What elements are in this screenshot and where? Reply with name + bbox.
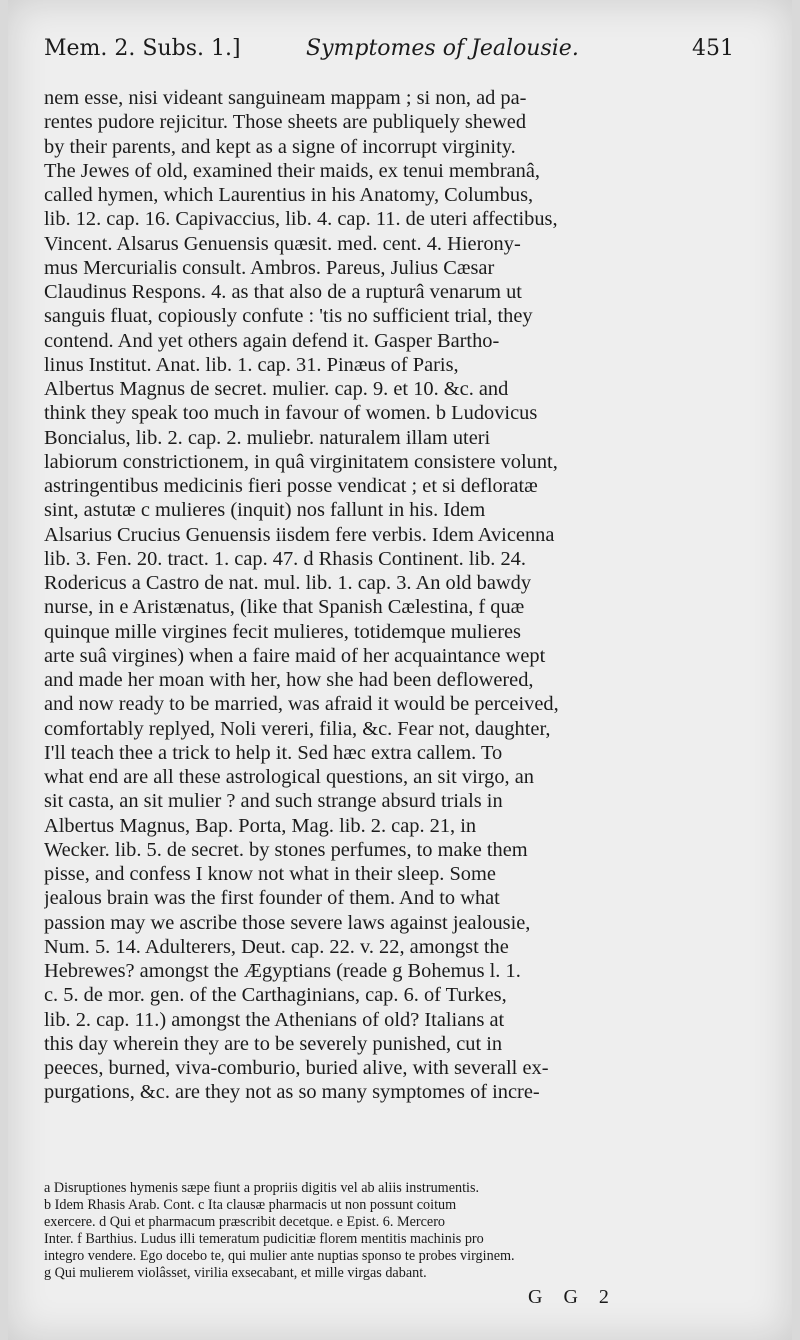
text-line: pisse, and confess I know not what in their sleep. Some <box>44 863 496 885</box>
text-line: Vincent. Alsarus Genuensis quæsit. med. cent. 4. Hierony- <box>44 232 521 255</box>
footnote-line: exercere. d Qui et pharmacum præscribit decetque. e Epist. 6. Mercero <box>44 1214 446 1231</box>
text-line: The Jewes of old, examined their maids, ex tenui membranâ, <box>44 159 541 182</box>
running-header <box>44 36 734 66</box>
text-line: called hymen, which Laurentius in his Anatomy, Columbus, <box>44 184 534 206</box>
text-line: passion may we ascribe those severe laws against jealousie, <box>44 911 531 934</box>
text-line: quinque mille virgines fecit mulieres, totidemque mulieres <box>44 620 521 643</box>
text-line: sint, astutæ c mulieres (inquit) nos fallunt in his. Idem <box>44 499 486 522</box>
text-line: and now ready to be married, was afraid it would be perceived, <box>44 693 559 716</box>
page-number: 451 <box>692 36 734 61</box>
footnotes <box>44 1180 734 1283</box>
running-title: Symptomes of Jealousie. <box>306 36 579 61</box>
text-line: jealous brain was the first founder of them. And to what <box>44 887 500 910</box>
text-line: labiorum constrictionem, in quâ virginitatem consistere volunt, <box>44 450 558 473</box>
text-line: Wecker. lib. 5. de secret. by stones perfumes, to make them <box>44 838 528 861</box>
text-line: peeces, burned, viva-comburio, buried alive, with severall ex- <box>44 1057 549 1079</box>
text-line: nem esse, nisi videant sanguineam mappam ; si non, ad pa- <box>44 87 527 109</box>
text-line: think they speak too much in favour of women. b Ludovicus <box>44 402 538 425</box>
footnote-line: a Disruptiones hymenis sæpe fiunt a propriis digitis vel ab aliis instrumentis. <box>44 1180 480 1196</box>
text-line: and made her moan with her, how she had been deflowered, <box>44 669 534 691</box>
text-line: Albertus Magnus de secret. mulier. cap. 9. et 10. &c. and <box>44 378 509 400</box>
text-line: Num. 5. 14. Adulterers, Deut. cap. 22. v. 22, amongst the <box>44 935 509 958</box>
text-line: this day wherein they are to be severely punished, cut in <box>44 1032 503 1055</box>
signature-mark: G G 2 <box>528 1286 617 1308</box>
text-line: what end are all these astrological questions, an sit virgo, an <box>44 766 535 788</box>
text-line: Rodericus a Castro de nat. mul. lib. 1. cap. 3. An old bawdy <box>44 572 532 594</box>
text-line: sanguis fluat, copiously confute : 'tis no sufficient trial, they <box>44 305 533 328</box>
text-line: lib. 2. cap. 11.) amongst the Athenians of old? Italians at <box>44 1008 505 1031</box>
text-line: Boncialus, lib. 2. cap. 2. muliebr. naturalem illam uteri <box>44 426 491 449</box>
book-page <box>8 0 792 1340</box>
text-line: lib. 12. cap. 16. Capivaccius, lib. 4. cap. 11. de uteri affectibus, <box>44 208 558 231</box>
text-line: by their parents, and kept as a signe of incorrupt virginity. <box>44 135 516 158</box>
main-text <box>44 86 734 1105</box>
footnote-line: integro vendere. Ego docebo te, qui mulier ante nuptias sponso te probes virginem. <box>44 1248 515 1265</box>
text-line: Albertus Magnus, Bap. Porta, Mag. lib. 2. cap. 21, in <box>44 814 477 837</box>
footnote-line: Inter. f Barthius. Ludus illi temeratum pudicitiæ florem mentitis machinis pro <box>44 1231 484 1248</box>
text-line: Alsarius Crucius Genuensis iisdem fere verbis. Idem Avicenna <box>44 523 555 546</box>
text-line: rentes pudore rejicitur. Those sheets are publiquely shewed <box>44 111 527 134</box>
text-line: arte suâ virgines) when a faire maid of her acquaintance wept <box>44 644 546 667</box>
text-line: astringentibus medicinis fieri posse vendicat ; et si defloratæ <box>44 475 538 497</box>
section-reference: Mem. 2. Subs. 1.] <box>44 36 241 61</box>
text-line: Hebrewes? amongst the Ægyptians (reade g Bohemus l. 1. <box>44 960 521 982</box>
text-line: sit casta, an sit mulier ? and such strange absurd trials in <box>44 790 503 813</box>
text-line: comfortably replyed, Noli vereri, filia, &c. Fear not, daughter, <box>44 717 551 740</box>
text-line: I'll teach thee a trick to help it. Sed hæc extra callem. To <box>44 741 503 764</box>
footnote-line: g Qui mulierem violâsset, virilia exsecabant, et mille virgas dabant. <box>44 1265 427 1282</box>
text-line: c. 5. de mor. gen. of the Carthaginians, cap. 6. of Turkes, <box>44 984 507 1007</box>
text-line: lib. 3. Fen. 20. tract. 1. cap. 47. d Rhasis Continent. lib. 24. <box>44 547 526 570</box>
text-line: nurse, in e Aristænatus, (like that Spanish Cælestina, f quæ <box>44 596 525 619</box>
text-line: Claudinus Respons. 4. as that also de a rupturâ venarum ut <box>44 281 522 303</box>
text-line: purgations, &c. are they not as so many symptomes of incre- <box>44 1081 540 1104</box>
text-line: mus Mercurialis consult. Ambros. Pareus, Julius Cæsar <box>44 256 495 279</box>
text-line: contend. And yet others again defend it. Gasper Bartho- <box>44 329 500 352</box>
footnote-line: b Idem Rhasis Arab. Cont. c Ita clausæ pharmacis ut non possunt coitum <box>44 1197 457 1214</box>
text-line: linus Institut. Anat. lib. 1. cap. 31. Pinæus of Paris, <box>44 353 459 376</box>
